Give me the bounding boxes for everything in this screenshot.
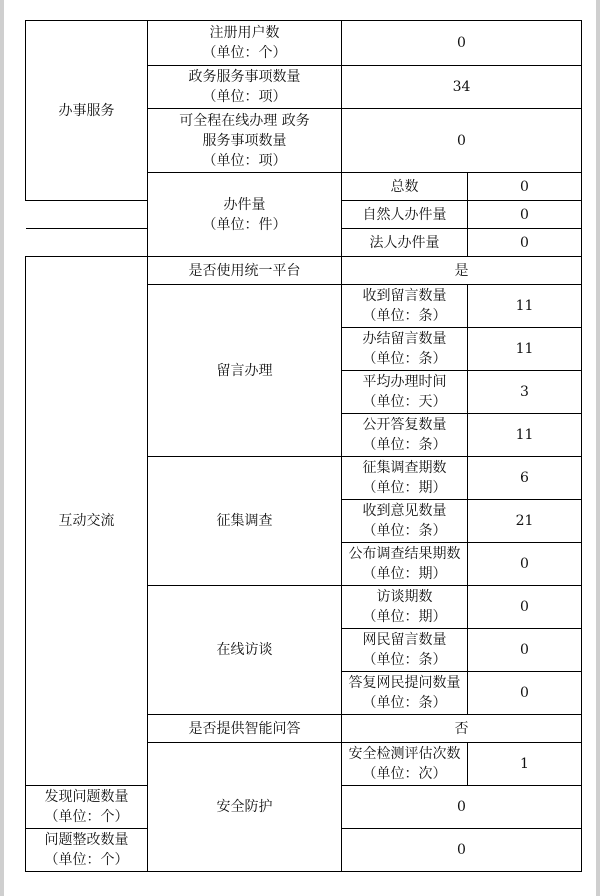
label-volume-total: 总数 bbox=[342, 173, 468, 201]
label-volume-legal: 法人办件量 bbox=[342, 229, 468, 257]
label-messages-received: 收到留言数量 （单位：条） bbox=[342, 285, 468, 328]
label-registered-users: 注册用户数 （单位：个） bbox=[148, 21, 342, 66]
label-survey-opinions: 收到意见数量 （单位：条） bbox=[342, 500, 468, 543]
label-avg-time: 平均办理时间 （单位：天） bbox=[342, 371, 468, 414]
label-unified-platform: 是否使用统一平台 bbox=[148, 257, 342, 285]
right-page-edge bbox=[596, 0, 600, 896]
value-messages-closed: 11 bbox=[468, 328, 582, 371]
spacer-cell bbox=[26, 229, 148, 257]
value-registered-users: 0 bbox=[342, 21, 582, 66]
label-interview-periods: 访谈期数 （单位：期） bbox=[342, 586, 468, 629]
label-survey-periods: 征集调查期数 （单位：期） bbox=[342, 457, 468, 500]
value-netizen-msgs: 0 bbox=[468, 629, 582, 672]
section-title-security: 安全防护 bbox=[148, 743, 342, 872]
label-issues: 发现问题数量 （单位：个） bbox=[26, 786, 148, 829]
label-survey: 征集调查 bbox=[148, 457, 342, 586]
label-messages: 留言办理 bbox=[148, 285, 342, 457]
label-smart-qa: 是否提供智能问答 bbox=[148, 715, 342, 743]
value-smart-qa: 否 bbox=[342, 715, 582, 743]
label-answers: 答复网民提问数量 （单位：条） bbox=[342, 672, 468, 715]
label-online-items: 可全程在线办理 政务 服务事项数量 （单位：项） bbox=[148, 109, 342, 173]
section-title-service: 办事服务 bbox=[26, 21, 148, 201]
label-volume: 办件量 （单位：件） bbox=[148, 173, 342, 257]
value-answers: 0 bbox=[468, 672, 582, 715]
label-netizen-msgs: 网民留言数量 （单位：条） bbox=[342, 629, 468, 672]
value-online-items: 0 bbox=[342, 109, 582, 173]
label-survey-results: 公布调查结果期数 （单位：期） bbox=[342, 543, 468, 586]
value-interview-periods: 0 bbox=[468, 586, 582, 629]
label-messages-closed: 办结留言数量 （单位：条） bbox=[342, 328, 468, 371]
label-service-items: 政务服务事项数量 （单位：项） bbox=[148, 66, 342, 109]
value-avg-time: 3 bbox=[468, 371, 582, 414]
label-interview: 在线访谈 bbox=[148, 586, 342, 715]
label-assessments: 安全检测评估次数 （单位：次） bbox=[342, 743, 468, 786]
left-page-edge bbox=[0, 0, 4, 896]
value-assessments: 1 bbox=[468, 743, 582, 786]
value-messages-received: 11 bbox=[468, 285, 582, 328]
value-volume-natural: 0 bbox=[468, 201, 582, 229]
value-survey-results: 0 bbox=[468, 543, 582, 586]
value-fixes: 0 bbox=[342, 829, 582, 872]
value-survey-periods: 6 bbox=[468, 457, 582, 500]
statistics-table bbox=[25, 20, 582, 872]
value-volume-total: 0 bbox=[468, 173, 582, 201]
value-public-replies: 11 bbox=[468, 414, 582, 457]
label-fixes: 问题整改数量 （单位：个） bbox=[26, 829, 148, 872]
value-service-items: 34 bbox=[342, 66, 582, 109]
value-issues: 0 bbox=[342, 786, 582, 829]
label-volume-natural: 自然人办件量 bbox=[342, 201, 468, 229]
label-public-replies: 公开答复数量 （单位：条） bbox=[342, 414, 468, 457]
section-title-interaction: 互动交流 bbox=[26, 257, 148, 786]
value-volume-legal: 0 bbox=[468, 229, 582, 257]
value-survey-opinions: 21 bbox=[468, 500, 582, 543]
value-unified-platform: 是 bbox=[342, 257, 582, 285]
spacer-cell bbox=[26, 201, 148, 229]
